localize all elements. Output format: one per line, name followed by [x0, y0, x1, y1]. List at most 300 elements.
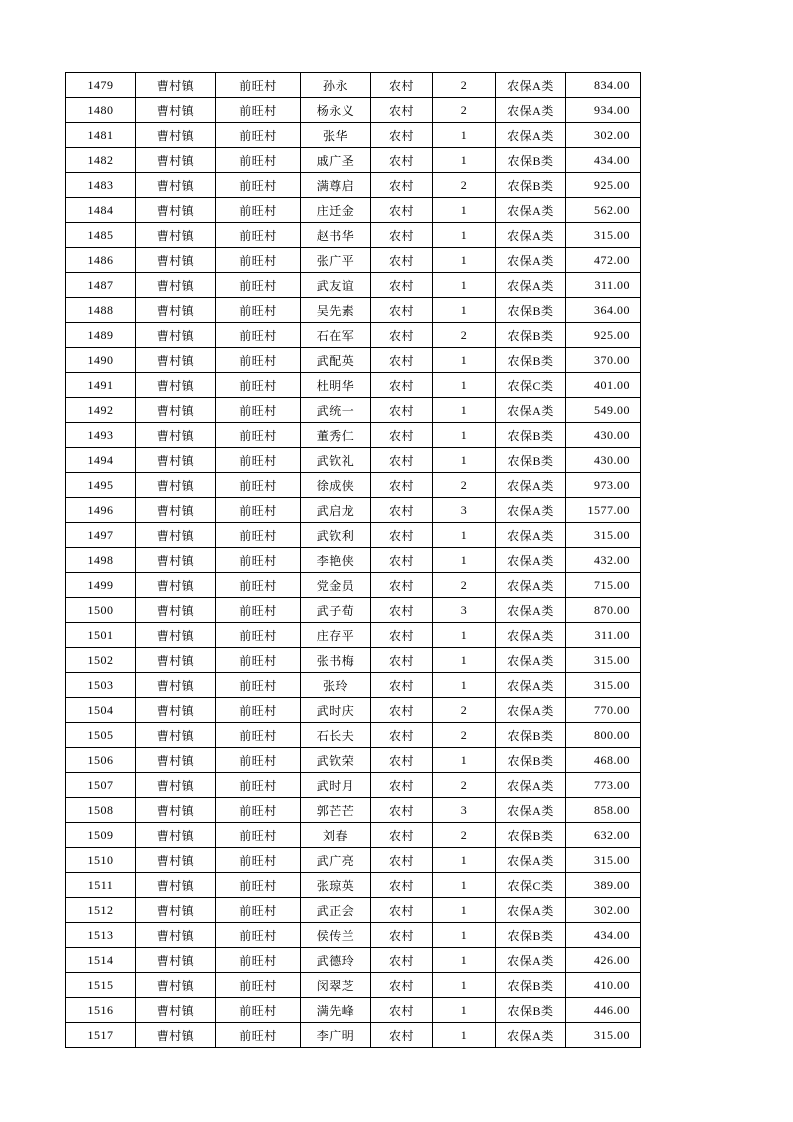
- cell-id: 1505: [66, 723, 136, 748]
- cell-id: 1507: [66, 773, 136, 798]
- cell-count: 2: [433, 473, 496, 498]
- cell-village: 前旺村: [216, 723, 301, 748]
- cell-name: 吴先素: [301, 298, 371, 323]
- cell-name: 武时月: [301, 773, 371, 798]
- cell-town: 曹村镇: [136, 148, 216, 173]
- cell-id: 1484: [66, 198, 136, 223]
- cell-name: 刘春: [301, 823, 371, 848]
- cell-type: 农村: [371, 323, 433, 348]
- cell-name: 徐成侠: [301, 473, 371, 498]
- table-row: [66, 223, 641, 248]
- table-row: [66, 973, 641, 998]
- cell-town: 曹村镇: [136, 73, 216, 98]
- cell-id: 1493: [66, 423, 136, 448]
- cell-town: 曹村镇: [136, 273, 216, 298]
- cell-type: 农村: [371, 1023, 433, 1048]
- cell-id: 1516: [66, 998, 136, 1023]
- cell-id: 1489: [66, 323, 136, 348]
- cell-town: 曹村镇: [136, 623, 216, 648]
- cell-village: 前旺村: [216, 148, 301, 173]
- cell-town: 曹村镇: [136, 798, 216, 823]
- cell-village: 前旺村: [216, 798, 301, 823]
- cell-village: 前旺村: [216, 373, 301, 398]
- cell-village: 前旺村: [216, 573, 301, 598]
- cell-id: 1510: [66, 848, 136, 873]
- table-row: [66, 173, 641, 198]
- cell-id: 1502: [66, 648, 136, 673]
- cell-village: 前旺村: [216, 923, 301, 948]
- cell-village: 前旺村: [216, 448, 301, 473]
- cell-id: 1481: [66, 123, 136, 148]
- cell-village: 前旺村: [216, 548, 301, 573]
- cell-count: 1: [433, 648, 496, 673]
- cell-village: 前旺村: [216, 623, 301, 648]
- cell-type: 农村: [371, 823, 433, 848]
- table-row: [66, 98, 641, 123]
- cell-amount: 973.00: [566, 473, 641, 498]
- table-row: [66, 448, 641, 473]
- cell-count: 2: [433, 573, 496, 598]
- cell-name: 满尊启: [301, 173, 371, 198]
- table-row: [66, 523, 641, 548]
- cell-id: 1504: [66, 698, 136, 723]
- cell-town: 曹村镇: [136, 1023, 216, 1048]
- cell-type: 农村: [371, 998, 433, 1023]
- cell-id: 1512: [66, 898, 136, 923]
- cell-type: 农村: [371, 473, 433, 498]
- cell-category: 农保A类: [496, 698, 566, 723]
- cell-amount: 549.00: [566, 398, 641, 423]
- table-row: [66, 923, 641, 948]
- cell-name: 杜明华: [301, 373, 371, 398]
- cell-village: 前旺村: [216, 598, 301, 623]
- cell-town: 曹村镇: [136, 773, 216, 798]
- table-row: [66, 998, 641, 1023]
- table-row: [66, 323, 641, 348]
- cell-name: 张玲: [301, 673, 371, 698]
- cell-count: 1: [433, 923, 496, 948]
- cell-type: 农村: [371, 498, 433, 523]
- cell-id: 1487: [66, 273, 136, 298]
- cell-type: 农村: [371, 923, 433, 948]
- cell-town: 曹村镇: [136, 648, 216, 673]
- cell-village: 前旺村: [216, 823, 301, 848]
- cell-town: 曹村镇: [136, 373, 216, 398]
- cell-village: 前旺村: [216, 198, 301, 223]
- cell-id: 1499: [66, 573, 136, 598]
- cell-village: 前旺村: [216, 348, 301, 373]
- cell-town: 曹村镇: [136, 673, 216, 698]
- cell-count: 2: [433, 823, 496, 848]
- table-row: [66, 198, 641, 223]
- cell-count: 1: [433, 223, 496, 248]
- cell-id: 1491: [66, 373, 136, 398]
- table-row: [66, 848, 641, 873]
- cell-type: 农村: [371, 548, 433, 573]
- cell-town: 曹村镇: [136, 948, 216, 973]
- cell-amount: 315.00: [566, 223, 641, 248]
- cell-village: 前旺村: [216, 273, 301, 298]
- cell-category: 农保B类: [496, 423, 566, 448]
- cell-id: 1486: [66, 248, 136, 273]
- cell-name: 杨永义: [301, 98, 371, 123]
- cell-name: 武正会: [301, 898, 371, 923]
- cell-count: 1: [433, 273, 496, 298]
- cell-category: 农保A类: [496, 73, 566, 98]
- table-row: [66, 673, 641, 698]
- cell-id: 1490: [66, 348, 136, 373]
- cell-village: 前旺村: [216, 898, 301, 923]
- cell-category: 农保A类: [496, 223, 566, 248]
- table-row: [66, 273, 641, 298]
- table-row: [66, 798, 641, 823]
- cell-id: 1498: [66, 548, 136, 573]
- cell-count: 1: [433, 973, 496, 998]
- cell-village: 前旺村: [216, 473, 301, 498]
- cell-amount: 800.00: [566, 723, 641, 748]
- cell-category: 农保A类: [496, 648, 566, 673]
- table-body: [66, 73, 641, 1048]
- cell-name: 李艳侠: [301, 548, 371, 573]
- cell-name: 侯传兰: [301, 923, 371, 948]
- cell-count: 2: [433, 98, 496, 123]
- cell-id: 1515: [66, 973, 136, 998]
- cell-town: 曹村镇: [136, 173, 216, 198]
- cell-town: 曹村镇: [136, 898, 216, 923]
- cell-name: 赵书华: [301, 223, 371, 248]
- cell-count: 1: [433, 248, 496, 273]
- cell-name: 张书梅: [301, 648, 371, 673]
- cell-category: 农保B类: [496, 923, 566, 948]
- cell-id: 1479: [66, 73, 136, 98]
- cell-id: 1503: [66, 673, 136, 698]
- cell-count: 1: [433, 948, 496, 973]
- cell-count: 3: [433, 798, 496, 823]
- cell-count: 3: [433, 598, 496, 623]
- table-row: [66, 348, 641, 373]
- cell-name: 武时庆: [301, 698, 371, 723]
- cell-id: 1496: [66, 498, 136, 523]
- cell-count: 1: [433, 848, 496, 873]
- cell-town: 曹村镇: [136, 598, 216, 623]
- cell-id: 1482: [66, 148, 136, 173]
- cell-type: 农村: [371, 273, 433, 298]
- cell-amount: 311.00: [566, 623, 641, 648]
- cell-town: 曹村镇: [136, 198, 216, 223]
- cell-category: 农保A类: [496, 773, 566, 798]
- cell-village: 前旺村: [216, 698, 301, 723]
- cell-category: 农保B类: [496, 723, 566, 748]
- cell-town: 曹村镇: [136, 573, 216, 598]
- cell-count: 1: [433, 298, 496, 323]
- table-row: [66, 298, 641, 323]
- cell-category: 农保A类: [496, 123, 566, 148]
- table-row: [66, 423, 641, 448]
- cell-type: 农村: [371, 448, 433, 473]
- cell-town: 曹村镇: [136, 823, 216, 848]
- cell-amount: 432.00: [566, 548, 641, 573]
- cell-village: 前旺村: [216, 298, 301, 323]
- table-row: [66, 898, 641, 923]
- cell-count: 1: [433, 623, 496, 648]
- cell-count: 2: [433, 698, 496, 723]
- cell-type: 农村: [371, 973, 433, 998]
- cell-count: 1: [433, 673, 496, 698]
- cell-count: 1: [433, 448, 496, 473]
- cell-town: 曹村镇: [136, 223, 216, 248]
- cell-amount: 1577.00: [566, 498, 641, 523]
- cell-type: 农村: [371, 598, 433, 623]
- cell-village: 前旺村: [216, 73, 301, 98]
- cell-id: 1488: [66, 298, 136, 323]
- cell-type: 农村: [371, 723, 433, 748]
- cell-town: 曹村镇: [136, 423, 216, 448]
- cell-count: 1: [433, 198, 496, 223]
- cell-count: 1: [433, 873, 496, 898]
- cell-type: 农村: [371, 98, 433, 123]
- table-row: [66, 623, 641, 648]
- cell-count: 1: [433, 373, 496, 398]
- cell-name: 董秀仁: [301, 423, 371, 448]
- cell-amount: 770.00: [566, 698, 641, 723]
- cell-id: 1511: [66, 873, 136, 898]
- cell-amount: 562.00: [566, 198, 641, 223]
- cell-town: 曹村镇: [136, 998, 216, 1023]
- table-row: [66, 948, 641, 973]
- cell-amount: 389.00: [566, 873, 641, 898]
- cell-town: 曹村镇: [136, 473, 216, 498]
- cell-town: 曹村镇: [136, 298, 216, 323]
- cell-town: 曹村镇: [136, 123, 216, 148]
- cell-name: 庄迁金: [301, 198, 371, 223]
- cell-count: 1: [433, 523, 496, 548]
- cell-type: 农村: [371, 123, 433, 148]
- cell-id: 1497: [66, 523, 136, 548]
- cell-town: 曹村镇: [136, 523, 216, 548]
- cell-type: 农村: [371, 673, 433, 698]
- table-row: [66, 373, 641, 398]
- cell-type: 农村: [371, 898, 433, 923]
- cell-amount: 315.00: [566, 648, 641, 673]
- cell-type: 农村: [371, 698, 433, 723]
- table-row: [66, 398, 641, 423]
- cell-category: 农保A类: [496, 248, 566, 273]
- cell-name: 武统一: [301, 398, 371, 423]
- cell-type: 农村: [371, 798, 433, 823]
- table-row: [66, 873, 641, 898]
- cell-name: 庄存平: [301, 623, 371, 648]
- cell-town: 曹村镇: [136, 98, 216, 123]
- cell-name: 武配英: [301, 348, 371, 373]
- cell-type: 农村: [371, 348, 433, 373]
- cell-name: 孙永: [301, 73, 371, 98]
- cell-town: 曹村镇: [136, 873, 216, 898]
- cell-town: 曹村镇: [136, 398, 216, 423]
- cell-amount: 632.00: [566, 823, 641, 848]
- cell-amount: 364.00: [566, 298, 641, 323]
- cell-town: 曹村镇: [136, 848, 216, 873]
- cell-amount: 446.00: [566, 998, 641, 1023]
- cell-type: 农村: [371, 773, 433, 798]
- cell-town: 曹村镇: [136, 498, 216, 523]
- cell-id: 1500: [66, 598, 136, 623]
- table-row: [66, 473, 641, 498]
- cell-village: 前旺村: [216, 523, 301, 548]
- cell-town: 曹村镇: [136, 723, 216, 748]
- cell-category: 农保A类: [496, 623, 566, 648]
- cell-village: 前旺村: [216, 1023, 301, 1048]
- cell-category: 农保B类: [496, 298, 566, 323]
- cell-id: 1501: [66, 623, 136, 648]
- cell-category: 农保B类: [496, 998, 566, 1023]
- cell-village: 前旺村: [216, 173, 301, 198]
- cell-category: 农保A类: [496, 198, 566, 223]
- table-row: [66, 73, 641, 98]
- cell-town: 曹村镇: [136, 973, 216, 998]
- cell-category: 农保B类: [496, 748, 566, 773]
- table-row: [66, 1023, 641, 1048]
- cell-type: 农村: [371, 298, 433, 323]
- cell-category: 农保B类: [496, 823, 566, 848]
- insurance-table: [65, 72, 641, 1048]
- cell-village: 前旺村: [216, 973, 301, 998]
- cell-id: 1494: [66, 448, 136, 473]
- cell-name: 满先峰: [301, 998, 371, 1023]
- cell-town: 曹村镇: [136, 248, 216, 273]
- cell-name: 武德玲: [301, 948, 371, 973]
- cell-village: 前旺村: [216, 98, 301, 123]
- cell-village: 前旺村: [216, 423, 301, 448]
- table-row: [66, 823, 641, 848]
- table-row: [66, 723, 641, 748]
- cell-type: 农村: [371, 248, 433, 273]
- cell-amount: 315.00: [566, 1023, 641, 1048]
- cell-name: 石在军: [301, 323, 371, 348]
- cell-amount: 430.00: [566, 448, 641, 473]
- cell-category: 农保B类: [496, 448, 566, 473]
- cell-count: 1: [433, 548, 496, 573]
- cell-name: 戚广圣: [301, 148, 371, 173]
- cell-category: 农保A类: [496, 498, 566, 523]
- cell-category: 农保A类: [496, 273, 566, 298]
- cell-village: 前旺村: [216, 773, 301, 798]
- cell-town: 曹村镇: [136, 548, 216, 573]
- cell-town: 曹村镇: [136, 923, 216, 948]
- cell-id: 1506: [66, 748, 136, 773]
- cell-count: 1: [433, 898, 496, 923]
- cell-name: 郭芒芒: [301, 798, 371, 823]
- cell-amount: 925.00: [566, 173, 641, 198]
- cell-category: 农保A类: [496, 473, 566, 498]
- cell-name: 武启龙: [301, 498, 371, 523]
- cell-category: 农保B类: [496, 148, 566, 173]
- cell-name: 张琼英: [301, 873, 371, 898]
- cell-category: 农保B类: [496, 348, 566, 373]
- cell-category: 农保A类: [496, 548, 566, 573]
- cell-village: 前旺村: [216, 123, 301, 148]
- cell-town: 曹村镇: [136, 348, 216, 373]
- cell-amount: 858.00: [566, 798, 641, 823]
- cell-category: 农保A类: [496, 98, 566, 123]
- cell-amount: 773.00: [566, 773, 641, 798]
- cell-count: 2: [433, 73, 496, 98]
- cell-type: 农村: [371, 423, 433, 448]
- cell-category: 农保A类: [496, 848, 566, 873]
- cell-name: 武子荀: [301, 598, 371, 623]
- cell-id: 1480: [66, 98, 136, 123]
- cell-town: 曹村镇: [136, 748, 216, 773]
- cell-id: 1517: [66, 1023, 136, 1048]
- table-row: [66, 648, 641, 673]
- cell-type: 农村: [371, 73, 433, 98]
- cell-amount: 315.00: [566, 673, 641, 698]
- cell-type: 农村: [371, 948, 433, 973]
- cell-type: 农村: [371, 523, 433, 548]
- cell-name: 石长夫: [301, 723, 371, 748]
- table-row: [66, 773, 641, 798]
- cell-name: 张广平: [301, 248, 371, 273]
- cell-town: 曹村镇: [136, 448, 216, 473]
- cell-id: 1514: [66, 948, 136, 973]
- cell-count: 1: [433, 148, 496, 173]
- cell-type: 农村: [371, 573, 433, 598]
- cell-count: 1: [433, 748, 496, 773]
- cell-amount: 434.00: [566, 923, 641, 948]
- cell-category: 农保B类: [496, 323, 566, 348]
- cell-category: 农保A类: [496, 948, 566, 973]
- cell-amount: 925.00: [566, 323, 641, 348]
- cell-name: 张华: [301, 123, 371, 148]
- cell-id: 1508: [66, 798, 136, 823]
- cell-type: 农村: [371, 373, 433, 398]
- cell-village: 前旺村: [216, 223, 301, 248]
- cell-category: 农保A类: [496, 598, 566, 623]
- cell-count: 2: [433, 773, 496, 798]
- cell-amount: 302.00: [566, 123, 641, 148]
- cell-amount: 472.00: [566, 248, 641, 273]
- cell-amount: 401.00: [566, 373, 641, 398]
- cell-amount: 410.00: [566, 973, 641, 998]
- cell-type: 农村: [371, 398, 433, 423]
- cell-type: 农村: [371, 148, 433, 173]
- cell-id: 1492: [66, 398, 136, 423]
- table-row: [66, 498, 641, 523]
- cell-id: 1513: [66, 923, 136, 948]
- cell-type: 农村: [371, 198, 433, 223]
- table-row: [66, 573, 641, 598]
- cell-category: 农保B类: [496, 973, 566, 998]
- cell-type: 农村: [371, 748, 433, 773]
- cell-category: 农保A类: [496, 398, 566, 423]
- cell-type: 农村: [371, 648, 433, 673]
- cell-amount: 715.00: [566, 573, 641, 598]
- cell-amount: 870.00: [566, 598, 641, 623]
- cell-village: 前旺村: [216, 873, 301, 898]
- cell-town: 曹村镇: [136, 698, 216, 723]
- cell-amount: 315.00: [566, 523, 641, 548]
- cell-category: 农保A类: [496, 523, 566, 548]
- cell-amount: 370.00: [566, 348, 641, 373]
- cell-amount: 426.00: [566, 948, 641, 973]
- cell-amount: 468.00: [566, 748, 641, 773]
- table-row: [66, 548, 641, 573]
- cell-village: 前旺村: [216, 748, 301, 773]
- cell-amount: 434.00: [566, 148, 641, 173]
- cell-count: 2: [433, 323, 496, 348]
- cell-village: 前旺村: [216, 248, 301, 273]
- cell-village: 前旺村: [216, 648, 301, 673]
- table-row: [66, 598, 641, 623]
